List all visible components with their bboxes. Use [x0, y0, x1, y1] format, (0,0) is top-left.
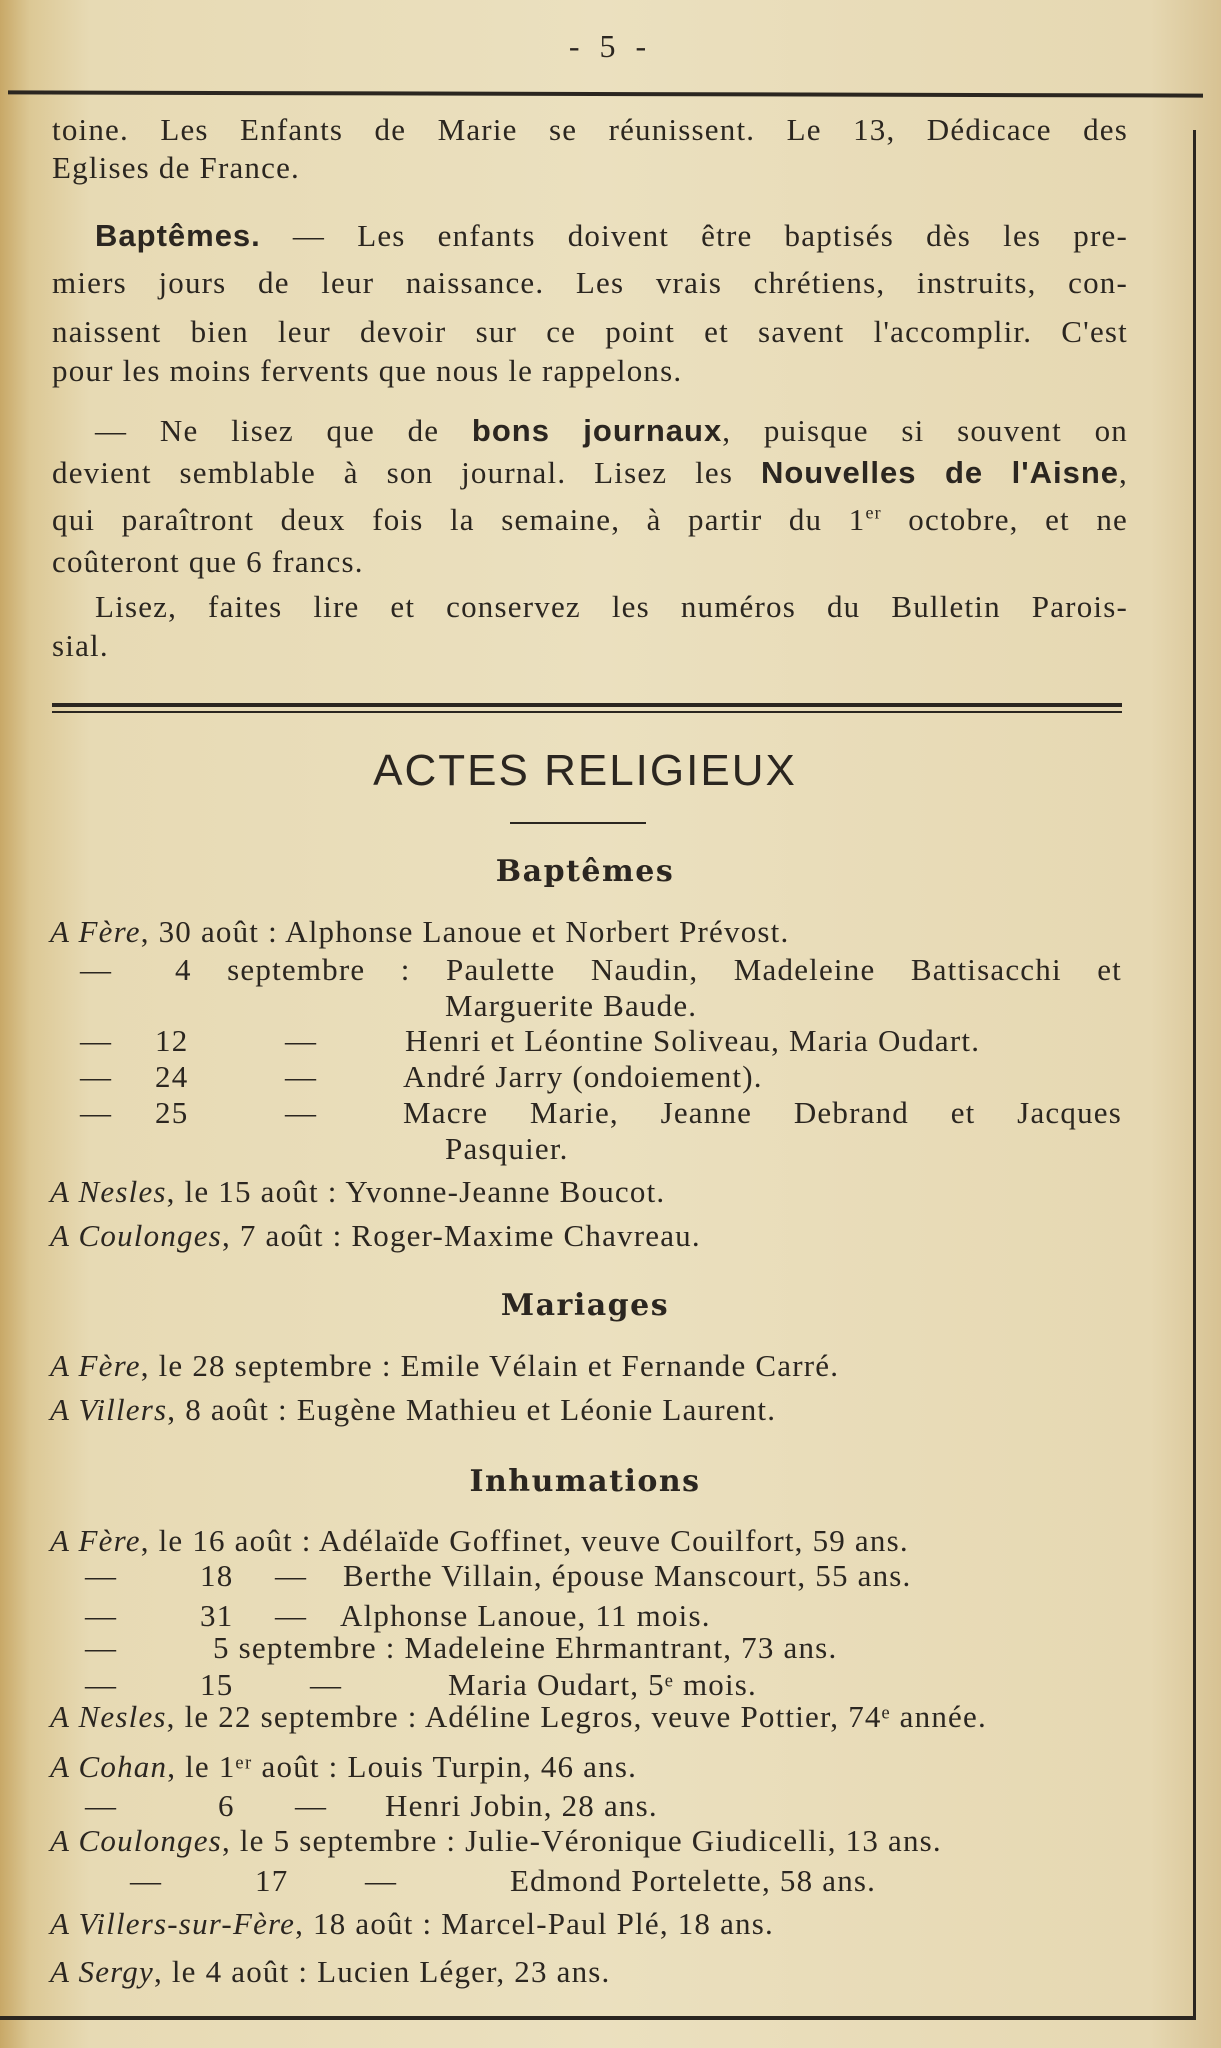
- intro-line: [52, 455, 1128, 491]
- place-name: A Villers-sur-Fère: [50, 1906, 296, 1941]
- record-entry: [0, 914, 1190, 950]
- ditto-dash: —: [80, 1059, 113, 1094]
- ditto-dash: —: [80, 1023, 113, 1058]
- ditto-dash: —: [275, 1558, 308, 1593]
- record-text: Maria Oudart, 5ᵉ mois.: [448, 1667, 757, 1702]
- text-run: Eglises de France.: [52, 150, 300, 185]
- record-line: [50, 1523, 909, 1559]
- day-number: 12: [155, 1023, 189, 1058]
- text-run: devient semblable à son journal. Lisez les: [52, 455, 761, 490]
- ditto-dash: —: [85, 1667, 118, 1702]
- ditto-dash: —: [130, 1863, 163, 1898]
- place-name: A Fère: [50, 914, 141, 949]
- text-run: qui paraîtront deux fois la semaine, à partir du 1: [52, 502, 866, 537]
- place-name: A Villers: [50, 1392, 168, 1427]
- record-entry: [0, 1218, 1190, 1254]
- page-number: - 5 -: [568, 28, 653, 64]
- record-entry: [0, 1598, 1190, 1634]
- record-entry: [0, 1954, 1190, 1990]
- record-line: [50, 1749, 637, 1785]
- place-name: A Nesles: [50, 1174, 167, 1209]
- record-text: 5 septembre : Madeleine Ehrmantrant, 73 ans.: [213, 1630, 838, 1665]
- place-name: A Coulonges: [50, 1218, 222, 1253]
- record-entry: [0, 1863, 1190, 1899]
- record-entry: [0, 1174, 1190, 1210]
- text-run: coûteront que 6 francs.: [52, 544, 364, 579]
- place-name: A Sergy: [50, 1954, 154, 1989]
- intro-line: [52, 353, 682, 389]
- place-name: A Fère: [50, 1348, 141, 1383]
- record-entry: [0, 1630, 1190, 1666]
- record-text: , 18 août : Marcel-Paul Plé, 18 ans.: [295, 1906, 774, 1941]
- intro-line: [52, 544, 364, 580]
- ditto-dash: —: [365, 1863, 398, 1898]
- record-line: [50, 1699, 987, 1735]
- record-entry: [0, 1699, 1190, 1735]
- intro-line: [52, 628, 109, 664]
- record-line: [50, 1392, 776, 1428]
- record-text: Henri Jobin, 28 ans.: [385, 1788, 658, 1823]
- intro-line: [95, 589, 1128, 625]
- record-text: , le 4 août : Lucien Léger, 23 ans.: [153, 1954, 611, 1989]
- record-entry: [0, 1348, 1190, 1384]
- record-line: [50, 1348, 839, 1384]
- actes-title: ACTES RELIGIEUX: [373, 746, 797, 795]
- ditto-dash: —: [295, 1788, 328, 1823]
- place-name: A Coulonges: [50, 1823, 222, 1858]
- section-divider: [52, 703, 1122, 707]
- record-text: , le 16 août : Adélaïde Goffinet, veuve Couilfort, 59 ans.: [140, 1523, 909, 1558]
- ditto-dash: —: [285, 1023, 318, 1058]
- record-line: [50, 1906, 774, 1942]
- text-run: Lisez, faites lire et conservez les numéros du Bulletin Parois-: [95, 589, 1128, 624]
- record-text: , 30 août : Alphonse Lanoue et Norbert Prévost.: [140, 914, 790, 949]
- record-text: 4 septembre : Paulette Naudin, Madeleine Battisacchi et: [175, 952, 1122, 987]
- record-entry: [0, 1558, 1190, 1594]
- intro-line: [52, 112, 1128, 148]
- text-run: ,: [1119, 455, 1128, 490]
- intro-line: [95, 218, 1128, 254]
- record-text: , le 5 septembre : Julie-Véronique Giudicelli, 13 ans.: [221, 1823, 942, 1858]
- record-text: Edmond Portelette, 58 ans.: [510, 1863, 877, 1898]
- intro-line: [95, 413, 1128, 449]
- record-entry: [0, 952, 1190, 988]
- record-line: [50, 1218, 701, 1254]
- bottom-rule: [0, 2016, 1196, 2020]
- place-name: A Cohan: [50, 1749, 168, 1784]
- record-text: Pasquier.: [445, 1131, 569, 1166]
- day-number: 6: [218, 1788, 235, 1823]
- record-text: Alphonse Lanoue, 11 mois.: [340, 1598, 711, 1633]
- day-number: 25: [155, 1095, 189, 1130]
- place-name: A Nesles: [50, 1699, 167, 1734]
- record-text: , le 1ᵉʳ août : Louis Turpin, 46 ans.: [167, 1749, 638, 1784]
- record-entry: [0, 1906, 1190, 1942]
- record-text: , le 22 septembre : Adéline Legros, veuve Pottier, 74ᵉ année.: [166, 1699, 987, 1734]
- bold-text: Baptêmes.: [95, 218, 261, 253]
- place-name: A Fère: [50, 1523, 141, 1558]
- ditto-dash: —: [80, 1095, 113, 1130]
- record-entry: [0, 1823, 1190, 1859]
- section-heading: Inhumations: [469, 1464, 701, 1499]
- text-run: toine. Les Enfants de Marie se réunissent. Le 13, Dédicace des: [52, 112, 1128, 147]
- text-run: pour les moins fervents que nous le rappelons.: [52, 353, 683, 388]
- section-divider-thin: [52, 711, 1122, 713]
- section-heading: Baptêmes: [495, 854, 675, 889]
- day-number: 17: [255, 1863, 289, 1898]
- top-rule: [8, 90, 1203, 97]
- record-text: André Jarry (ondoiement).: [403, 1059, 763, 1094]
- ditto-dash: —: [310, 1667, 343, 1702]
- intro-line: [52, 502, 1128, 538]
- text-run: miers jours de leur naissance. Les vrais chrétiens, instruits, con-: [52, 265, 1128, 300]
- record-text: , 7 août : Roger-Maxime Chavreau.: [221, 1218, 701, 1253]
- record-line: [50, 1823, 942, 1859]
- record-entry: [0, 1059, 1190, 1095]
- text-run: octobre, et ne: [881, 502, 1128, 537]
- ditto-dash: —: [285, 1095, 318, 1130]
- bold-text: bons journaux: [471, 413, 723, 448]
- record-entry: [0, 1131, 1190, 1167]
- ditto-dash: —: [85, 1788, 118, 1823]
- record-entry: [0, 1023, 1190, 1059]
- record-line: [50, 1174, 665, 1210]
- text-run: naissent bien leur devoir sur ce point et savent l'accomplir. C'est: [52, 314, 1128, 349]
- record-entry: [0, 1667, 1190, 1703]
- day-number: 31: [200, 1598, 234, 1633]
- superscript: er: [865, 502, 882, 523]
- record-text: Macre Marie, Jeanne Debrand et Jacques: [403, 1095, 1122, 1130]
- text-run: — Ne lisez que de: [95, 413, 472, 448]
- ditto-dash: —: [285, 1059, 318, 1094]
- text-run: , puisque si souvent on: [722, 413, 1128, 448]
- text-run: — Les enfants doivent être baptisés dès les pre-: [260, 218, 1128, 253]
- ditto-dash: —: [80, 952, 113, 987]
- right-border: [1193, 130, 1196, 2020]
- ditto-dash: —: [85, 1630, 118, 1665]
- record-text: Henri et Léontine Soliveau, Maria Oudart.: [405, 1023, 981, 1058]
- day-number: 15: [200, 1667, 234, 1702]
- title-underline: [510, 822, 646, 824]
- record-entry: [0, 988, 1190, 1024]
- record-text: , 8 août : Eugène Mathieu et Léonie Laurent.: [167, 1392, 777, 1427]
- intro-line: [52, 150, 300, 186]
- record-text: , le 28 septembre : Emile Vélain et Fernande Carré.: [140, 1348, 840, 1383]
- record-line: [50, 914, 789, 950]
- bold-text: Nouvelles de l'Aisne: [760, 455, 1120, 490]
- record-line: [50, 1954, 611, 1990]
- record-text: Marguerite Baude.: [445, 988, 698, 1023]
- intro-line: [52, 314, 1128, 350]
- ditto-dash: —: [85, 1558, 118, 1593]
- record-entry: [0, 1523, 1190, 1559]
- text-run: sial.: [52, 628, 109, 663]
- record-text: Berthe Villain, épouse Manscourt, 55 ans.: [343, 1558, 912, 1593]
- record-entry: [0, 1749, 1190, 1785]
- intro-line: [52, 265, 1128, 301]
- record-entry: [0, 1788, 1190, 1824]
- ditto-dash: —: [275, 1598, 308, 1633]
- ditto-dash: —: [85, 1598, 118, 1633]
- day-number: 18: [200, 1558, 234, 1593]
- day-number: 24: [155, 1059, 189, 1094]
- record-text: , le 15 août : Yvonne-Jeanne Boucot.: [166, 1174, 666, 1209]
- record-entry: [0, 1392, 1190, 1428]
- section-heading: Mariages: [500, 1288, 670, 1323]
- record-entry: [0, 1095, 1190, 1131]
